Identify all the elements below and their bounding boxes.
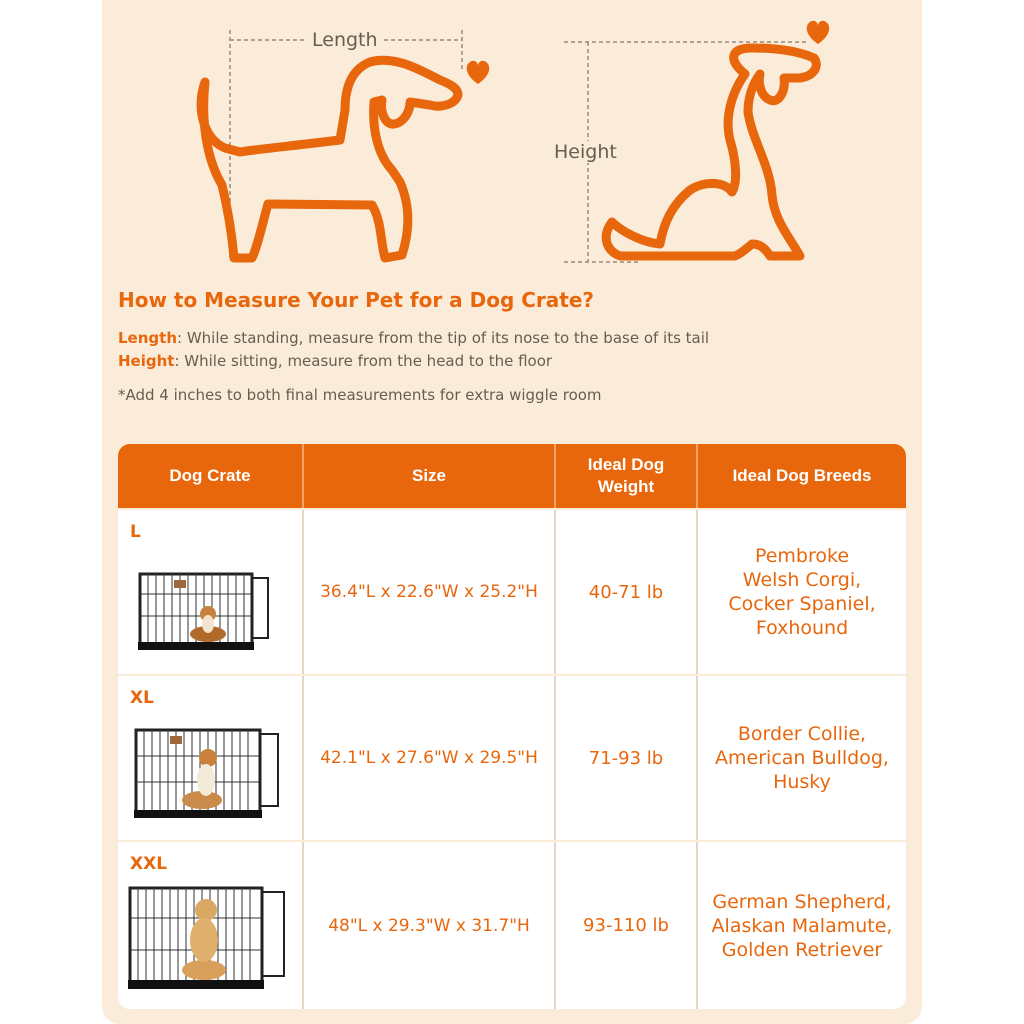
table-row: [118, 842, 906, 1009]
crate-size-label: XXL: [130, 854, 168, 874]
wiggle-room-note: *Add 4 inches to both final measurements for extra wiggle room: [118, 386, 602, 404]
length-text: : While standing, measure from the tip of its nose to the base of its tail: [177, 329, 710, 347]
sitting-dog-icon: [606, 48, 816, 256]
weight-value: 71-93 lb: [588, 747, 664, 769]
height-instruction: [118, 352, 552, 370]
size-value: 36.4"L x 22.6"W x 25.2"H: [320, 582, 538, 602]
measurement-illustration: [0, 0, 1024, 280]
header-dog-crate: Dog Crate: [169, 466, 251, 485]
crate-xxl-image: [124, 878, 300, 1002]
length-term: Length: [118, 329, 177, 347]
header-ideal-weight: Ideal Dog Weight: [587, 455, 665, 496]
crate-cell: [118, 676, 302, 840]
weight-value: 93-110 lb: [583, 915, 669, 936]
crate-size-label: XL: [130, 688, 154, 708]
breeds-value: German Shepherd, Alaskan Malamute, Golden Retriever: [711, 890, 893, 961]
weight-value: 40-71 lb: [588, 581, 664, 603]
crate-size-label: L: [130, 522, 141, 542]
height-text: : While sitting, measure from the head to the floor: [174, 352, 553, 370]
length-label: Length: [306, 29, 384, 51]
header-ideal-breeds: Ideal Dog Breeds: [732, 466, 872, 485]
standing-dog-icon: [201, 60, 458, 258]
heart-icon: [467, 61, 490, 84]
height-label: Height: [548, 141, 623, 163]
size-value: 48"L x 29.3"W x 31.7"H: [328, 915, 530, 936]
crate-cell: [118, 510, 302, 674]
breeds-value: Border Collie, American Bulldog, Husky: [715, 723, 889, 793]
height-term: Height: [118, 352, 175, 370]
size-table: [118, 444, 906, 1009]
size-value: 42.1"L x 27.6"W x 29.5"H: [320, 748, 538, 768]
breeds-value: Pembroke Welsh Corgi, Cocker Spaniel, Foxhound: [728, 545, 876, 639]
table-row: [118, 676, 906, 840]
crate-l-image: [134, 560, 274, 660]
length-instruction: [118, 329, 709, 347]
crate-xl-image: [130, 720, 290, 828]
heart-icon: [807, 21, 830, 44]
header-size: Size: [411, 466, 447, 485]
crate-cell: [118, 842, 302, 1009]
table-header: [118, 444, 906, 508]
guide-heading: How to Measure Your Pet for a Dog Crate?: [118, 288, 594, 312]
table-row: [118, 510, 906, 674]
